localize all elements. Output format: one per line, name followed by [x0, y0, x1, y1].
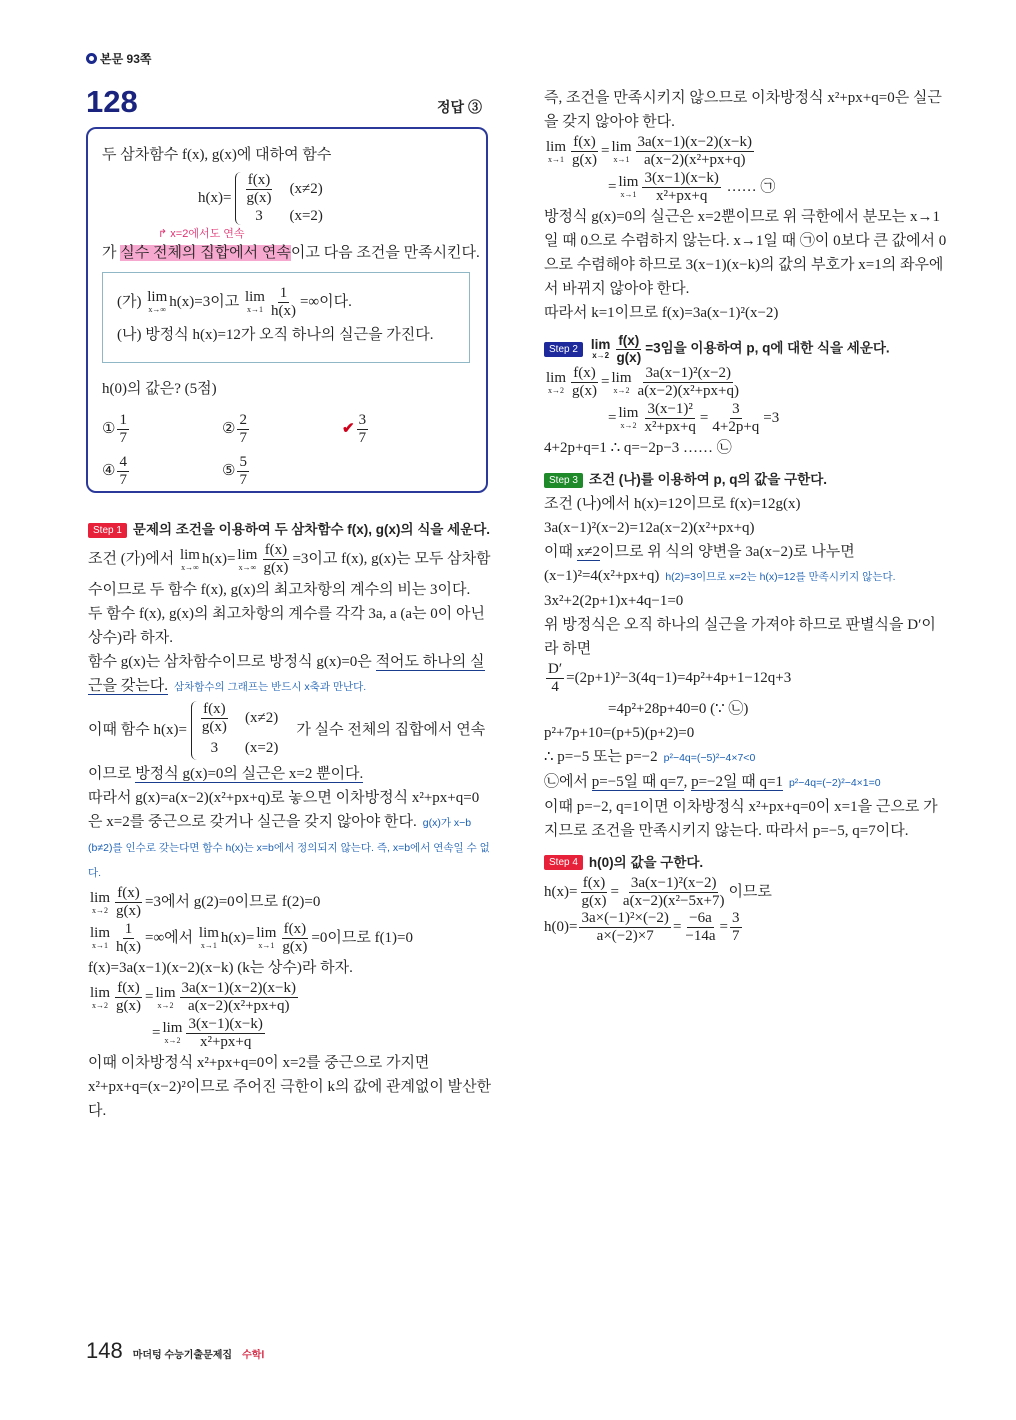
text: = — [672, 919, 682, 936]
solution-line — [544, 301, 949, 325]
solution-line — [544, 721, 949, 745]
limit — [180, 548, 200, 572]
step-heading — [544, 468, 949, 492]
text: =4p²+28p+40=0 (∵ ㉡) — [608, 700, 749, 717]
denominator: g(x) — [201, 718, 227, 735]
annotation-note: h(2)=3이므로 x=2는 h(x)=12를 만족시키지 않는다. — [665, 571, 896, 584]
choice-marker: ⑤ — [222, 462, 236, 479]
text: 따라서 k=1이므로 f(x)=3a(x−1)²(x−2) — [544, 305, 779, 321]
text: 가 실수 전체의 집합에서 연속이므로 — [88, 721, 486, 782]
denominator: g(x) — [616, 349, 642, 365]
text: = — [699, 409, 709, 426]
limit — [546, 140, 566, 164]
underlined-text: p=−5일 때 q=7 — [591, 773, 684, 790]
numerator: f(x) — [201, 701, 228, 719]
fraction — [710, 401, 761, 437]
problem-line — [102, 241, 486, 262]
fraction — [570, 365, 599, 401]
text: 이때 — [544, 544, 577, 561]
solution-line — [544, 492, 949, 516]
limit — [155, 986, 175, 1010]
lim-word: lim — [256, 925, 277, 942]
annotation-note: p²−4q=(−5)²−4×7<0 — [663, 751, 756, 764]
lim-subscript: x→1 — [258, 941, 275, 951]
text: 이므로 — [728, 883, 772, 900]
highlighted-text: 실수 전체의 집합에서 연속 — [120, 244, 291, 261]
text: 3x²+2(2p+1)x+4q−1=0 — [544, 593, 684, 610]
piecewise-braces — [231, 170, 340, 227]
denominator: a(x−2)(x²−5x+7) — [622, 892, 725, 909]
solution-line — [544, 770, 949, 795]
solution-line — [544, 205, 949, 301]
numerator: 1 — [117, 412, 129, 430]
text: h(x)= — [201, 551, 236, 568]
text: h(0)= — [544, 919, 578, 936]
lim-word: lim — [618, 405, 639, 422]
piece-condition: (x=2) — [244, 740, 279, 756]
numerator: f(x) — [246, 172, 273, 190]
denominator: a(x−2)(x²+px+q) — [188, 998, 290, 1015]
page-reference — [86, 50, 151, 67]
limit — [245, 290, 265, 314]
reference-text: 본문 93쪽 — [100, 52, 152, 66]
numerator: 3a×(−1)²×(−2) — [579, 910, 670, 928]
piece-value: 3 — [210, 740, 219, 756]
numerator: D′ — [546, 661, 564, 679]
equation-continuation — [544, 401, 949, 437]
denominator: g(x) — [116, 998, 142, 1015]
solution-line — [544, 516, 949, 540]
limit — [611, 371, 631, 395]
numerator: 2 — [237, 412, 249, 430]
lim-subscript: x→2 — [548, 385, 564, 395]
solution-line — [88, 602, 493, 650]
denominator: 7 — [732, 928, 740, 945]
condition-na — [117, 320, 455, 350]
choice-fraction — [237, 412, 249, 448]
text: =3임을 이용하여 p, q에 대한 식을 세운다. — [645, 340, 890, 356]
step-badge: Step 2 — [544, 342, 583, 357]
limit — [90, 891, 110, 915]
denominator: h(x) — [116, 938, 142, 955]
solution-line — [88, 956, 493, 980]
lim-word: lim — [162, 1020, 183, 1037]
denominator: −14a — [685, 928, 716, 945]
denominator: h(x) — [270, 302, 296, 319]
limit — [162, 1021, 182, 1045]
lim-word: lim — [179, 546, 200, 563]
numerator: 4 — [117, 454, 129, 472]
subject-label: 수학Ⅰ — [242, 1350, 265, 1361]
fraction — [579, 910, 670, 946]
numerator: 3 — [357, 412, 369, 430]
fraction — [546, 661, 564, 697]
text: 이때 p=−2, q=1이면 이차방정식 x²+px+q=0이 x=1을 근으로 가지므로 조건을 만족시키지 않는다. 따라서 p=−5, q=7이다. — [544, 798, 938, 839]
solution-line — [544, 745, 949, 770]
text: 이때 함수 h(x)= — [88, 721, 187, 738]
checkmark-icon: ✔ — [342, 421, 355, 438]
numerator: f(x) — [282, 921, 309, 939]
numerator: 3(x−1)(x−k) — [186, 1016, 264, 1034]
denominator: 7 — [239, 471, 247, 488]
choice-fraction — [117, 412, 129, 448]
text: 문제의 조건을 이용하여 두 삼차함수 f(x), g(x)의 식을 세운다. — [132, 522, 491, 537]
solution-left-column — [88, 510, 493, 1123]
numerator: 3a(x−1)(x−2)(x−k) — [636, 134, 755, 152]
circle-icon — [86, 53, 97, 64]
text: 가 — [102, 244, 121, 261]
fraction — [280, 921, 309, 957]
lim-word: lim — [237, 546, 258, 563]
fraction — [180, 980, 299, 1016]
lim-subscript: x→2 — [592, 351, 610, 361]
book-title: 마더텅 수능기출문제집 — [132, 1350, 233, 1361]
lim-word: lim — [147, 289, 168, 306]
piece-condition: (x=2) — [289, 207, 323, 224]
problem-box — [86, 127, 488, 493]
text: 따라서 g(x)=a(x−2)(x²+px+q)로 놓으면 이차방정식 x²+px+q=0은 x=2를 중근으로 갖거나 실근을 갖지 않아야 한다. — [88, 790, 480, 830]
text: h(x)=3이고 — [169, 293, 243, 310]
step-heading — [544, 851, 949, 875]
fraction — [114, 921, 143, 957]
choice-fraction — [357, 412, 369, 448]
numerator: 3(x−1)(x−k) — [642, 170, 720, 188]
text: = — [719, 919, 728, 936]
text: h(0)의 값을 구한다. — [588, 854, 704, 870]
answer-choices — [102, 412, 486, 489]
text: …… ㉠ — [722, 178, 776, 195]
choice-1[interactable] — [102, 412, 222, 448]
solution-line — [544, 365, 949, 401]
text: 4+2p+q=1 ∴ q=−2p−3 …… ㉡ — [544, 440, 732, 457]
piece-value — [198, 701, 245, 737]
piecewise-function — [235, 172, 336, 225]
solution-line — [88, 1051, 493, 1123]
problem-number: 128 — [86, 84, 138, 119]
numerator: f(x) — [571, 365, 598, 383]
choice-5[interactable] — [222, 454, 342, 490]
text: =∞이다. — [299, 293, 352, 310]
text: =3이고 f(x), g(x)는 모두 삼차함수이므로 두 함수 f(x), g(x)의 최고차항의 계수의 비는 3이다. — [88, 551, 491, 598]
equation-continuation — [544, 697, 949, 721]
solution-line — [88, 650, 493, 699]
text: = — [608, 178, 617, 195]
denominator: x²+px+q — [199, 1033, 252, 1050]
lim-subscript: x→1 — [613, 154, 630, 164]
fraction — [730, 910, 742, 946]
fraction — [642, 401, 697, 437]
choice-marker: ① — [102, 421, 116, 438]
text: = — [610, 883, 619, 900]
continuity-note: ↱ x=2에서도 연속 — [158, 227, 245, 240]
step-heading — [88, 518, 493, 542]
lim-word: lim — [244, 289, 265, 306]
denominator: g(x) — [263, 560, 289, 577]
lim-word: lim — [546, 138, 567, 155]
text: p²+7p+10=(p+5)(p+2)=0 — [544, 724, 695, 741]
numerator: 3 — [730, 910, 742, 928]
step-badge: Step 3 — [544, 473, 583, 488]
page-number: 148 — [86, 1338, 123, 1363]
piece-condition: (x≠2) — [245, 710, 279, 727]
numerator: 3a(x−1)²(x−2) — [643, 365, 733, 383]
denominator: x²+px+q — [655, 187, 708, 204]
lim-subscript: x→∞ — [181, 562, 199, 572]
equation-continuation — [544, 170, 949, 206]
text: =3 — [763, 409, 780, 426]
text: 방정식 g(x)=0의 실근은 x=2뿐이므로 위 극한에서 분모는 x→1일 때 0으로 수렴하지 않는다. x→1일 때 ㉠이 0보다 큰 값에서 0으로 수렴해야 하므로 3(x−1)(x−k)의 값의 부호가 x=1의 좌우에서 바뀌지 않아야 한다. — [544, 209, 947, 297]
limit — [611, 140, 631, 164]
choice-fraction — [237, 454, 249, 490]
annotation-note: 삼차함수의 그래프는 반드시 x축과 만난다. — [173, 680, 367, 693]
lim-word: lim — [90, 984, 111, 1001]
answer-label: 정답 ③ — [437, 99, 482, 115]
step-badge: Step 4 — [544, 855, 583, 870]
text: 조건 (나)에서 h(x)=12이므로 f(x)=12g(x) — [544, 496, 801, 513]
fraction — [636, 365, 742, 401]
denominator: a(x−2)(x²+px+q) — [637, 383, 740, 400]
solution-line — [88, 786, 493, 885]
fraction — [683, 910, 717, 946]
lim-subscript: x→2 — [92, 905, 108, 915]
lim-word: lim — [590, 336, 611, 352]
text: h(x)= — [544, 883, 578, 900]
lim-word: lim — [546, 369, 567, 386]
lim-subscript: x→1 — [246, 305, 263, 315]
text: (가) — [117, 293, 146, 310]
annotation-note: g(x)가 x−b (b≠2)를 인수로 갖는다면 함수 h(x)는 x=b에서 정의되지 않는다. 즉, x=b에서 연속일 수 없다. — [88, 817, 490, 879]
solution-right-column — [544, 86, 949, 946]
limit — [90, 926, 110, 950]
lim-word: lim — [611, 369, 632, 386]
solution-line — [544, 875, 949, 911]
fraction — [114, 980, 143, 1016]
text: = — [145, 989, 154, 1006]
underlined-text: 방정식 g(x)=0의 실근은 x=2 뿐이다. — [135, 766, 364, 782]
solution-line — [544, 436, 949, 460]
text: 즉, 조건을 만족시키지 않으므로 이차방정식 x²+px+q=0은 실근을 갖지 않아야 한다. — [544, 90, 942, 130]
text: =0이므로 f(1)=0 — [311, 929, 414, 946]
lim-subscript: x→1 — [200, 941, 217, 951]
fraction — [614, 333, 643, 365]
lim-word: lim — [90, 889, 111, 906]
limit — [90, 986, 110, 1010]
denominator: 7 — [239, 430, 247, 447]
solution-line — [544, 134, 949, 170]
numerator: 3a(x−1)(x−2)(x−k) — [180, 980, 299, 998]
denominator: x²+px+q — [644, 418, 696, 435]
limit — [591, 338, 611, 361]
solution-line — [544, 589, 949, 613]
condition-ga — [117, 285, 455, 321]
lim-subscript: x→2 — [620, 421, 637, 431]
text: 3a(x−1)²(x−2)=12a(x−2)(x²+px+q) — [544, 520, 755, 537]
step-heading — [544, 333, 949, 365]
text: 두 함수 f(x), g(x)의 최고차항의 계수를 각각 3a, a (a는 0이 아닌 상수)라 하자. — [88, 605, 486, 646]
denominator: g(x) — [246, 190, 272, 207]
denominator: g(x) — [116, 903, 142, 920]
piecewise-definition — [198, 170, 486, 227]
numerator: f(x) — [263, 542, 290, 560]
fraction — [579, 875, 608, 911]
denominator: 4 — [551, 679, 559, 696]
choice-fraction — [117, 454, 129, 490]
numerator: 1 — [278, 285, 290, 303]
fraction — [636, 134, 755, 170]
numerator: 3a(x−1)²(x−2) — [629, 875, 719, 893]
fraction — [186, 1016, 264, 1052]
denominator: g(x) — [282, 938, 308, 955]
problem-intro: 두 삼차함수 f(x), g(x)에 대하여 함수 — [102, 147, 332, 163]
piece-condition: (x≠2) — [289, 181, 323, 198]
numerator: 1 — [123, 921, 135, 939]
text: =(2p+1)²−3(4q−1)=4p²+4p+1−12q+3 — [566, 670, 792, 687]
fraction — [114, 885, 143, 921]
lim-subscript: x→1 — [548, 154, 564, 164]
denominator: a×(−2)×7 — [596, 928, 654, 945]
solution-line — [544, 540, 949, 564]
limit — [618, 406, 638, 430]
text: =3에서 g(2)=0이므로 f(2)=0 — [145, 894, 321, 911]
text: = — [601, 374, 610, 391]
numerator: f(x) — [115, 980, 142, 998]
text: (나) 방정식 h(x)=12가 오직 하나의 실근을 가진다. — [117, 327, 434, 343]
limit — [256, 926, 276, 950]
text: 함수 g(x)는 삼차함수이므로 방정식 g(x)=0은 — [88, 653, 376, 670]
denominator: g(x) — [572, 152, 598, 169]
solution-line — [88, 980, 493, 1016]
numerator: f(x) — [571, 134, 598, 152]
fraction — [642, 170, 720, 206]
solution-line — [544, 910, 949, 946]
fraction — [261, 542, 290, 578]
lim-subscript: x→1 — [92, 941, 108, 951]
question-text: h(0)의 값은? (5점) — [102, 381, 217, 397]
limit — [199, 926, 219, 950]
piecewise-table — [242, 172, 336, 225]
hx-label: h(x)= — [198, 189, 232, 206]
numerator: f(x) — [581, 875, 608, 893]
lim-subscript: x→1 — [620, 190, 637, 200]
numerator: f(x) — [115, 885, 142, 903]
limit — [237, 548, 257, 572]
solution-line — [88, 885, 493, 921]
annotation-note: p²−4q=(−2)²−4×1=0 — [788, 776, 881, 789]
page-footer — [86, 1338, 264, 1364]
text: ∴ p=−5 또는 p=−2 — [544, 748, 658, 765]
underlined-text: x≠2 — [576, 544, 600, 561]
lim-subscript: x→∞ — [148, 305, 167, 315]
solution-line — [544, 795, 949, 843]
choice-3[interactable] — [342, 412, 462, 448]
lim-word: lim — [618, 174, 639, 191]
denominator: g(x) — [581, 892, 607, 909]
piece-value: 3 — [255, 207, 263, 224]
solution-line — [88, 921, 493, 957]
lim-subscript: x→2 — [92, 1000, 108, 1010]
limit — [546, 371, 566, 395]
choice-marker: ② — [222, 421, 236, 438]
lim-subscript: x→∞ — [238, 562, 257, 572]
solution-line — [544, 564, 949, 589]
text: 이고 다음 조건을 만족시킨다. — [290, 244, 480, 261]
text: 이때 이차방정식 x²+px+q=0이 x=2를 중근으로 가지면 x²+px+q=(x−2)²이므로 주어진 극한이 k의 값에 관계없이 발산한다. — [88, 1055, 492, 1119]
text: 조건 (나)를 이용하여 p, q의 값을 구한다. — [588, 472, 827, 488]
numerator: −6a — [687, 910, 714, 928]
choice-2[interactable] — [222, 412, 342, 448]
denominator: 7 — [358, 430, 367, 447]
piecewise-table — [198, 701, 292, 761]
text: ㉡에서 — [544, 773, 592, 790]
text: = — [152, 1024, 161, 1041]
text: = — [608, 409, 617, 426]
underlined-text: 적어도 하나의 실근을 갖는다. — [88, 653, 485, 694]
equation-continuation — [88, 1016, 493, 1052]
numerator: 3 — [730, 401, 742, 419]
text: f(x)=3a(x−1)(x−2)(x−k) (k는 상수)라 하자. — [88, 960, 353, 976]
piecewise-function — [191, 701, 292, 761]
step-badge: Step 1 — [88, 523, 127, 538]
lim-word: lim — [611, 138, 632, 155]
text: =∞에서 — [145, 929, 197, 946]
text: 이므로 위 식의 양변을 3a(x−2)로 나누면 — [599, 544, 855, 561]
solution-line — [544, 613, 949, 661]
denominator: 7 — [119, 471, 127, 488]
limit — [147, 290, 167, 314]
choice-4[interactable] — [102, 454, 222, 490]
underlined-text: p=−2일 때 q=1 — [691, 773, 783, 790]
fraction — [200, 701, 229, 737]
text: 조건 (가)에서 — [88, 551, 178, 568]
choice-marker: ④ — [102, 462, 116, 479]
solution-line — [544, 86, 949, 134]
text: (x−1)²=4(x²+px+q) — [544, 568, 660, 585]
denominator: 7 — [119, 430, 127, 447]
denominator: a(x−2)(x²+px+q) — [644, 152, 746, 169]
solution-line — [544, 661, 949, 697]
fraction — [269, 285, 298, 321]
lim-word: lim — [198, 925, 219, 942]
solution-line — [88, 542, 493, 602]
text: 위 방정식은 오직 하나의 실근을 가져야 하므로 판별식을 D′이라 하면 — [544, 617, 936, 658]
note-text: x=2에서도 연속 — [170, 227, 245, 240]
conditions-box — [102, 272, 470, 364]
denominator: g(x) — [572, 383, 598, 400]
piece-value — [242, 172, 289, 208]
fraction — [570, 134, 599, 170]
fraction — [244, 172, 273, 208]
lim-subscript: x→2 — [164, 1036, 181, 1046]
limit — [618, 175, 638, 199]
text: h(x)= — [220, 929, 255, 946]
numerator: 5 — [237, 454, 249, 472]
lim-word: lim — [90, 925, 111, 942]
solution-line — [88, 699, 493, 787]
text: , — [683, 773, 692, 790]
lim-subscript: x→2 — [613, 385, 630, 395]
lim-word: lim — [155, 984, 176, 1001]
numerator: f(x) — [618, 333, 640, 348]
lim-subscript: x→2 — [157, 1000, 174, 1010]
numerator: 3(x−1)² — [645, 401, 694, 419]
fraction — [621, 875, 727, 911]
denominator: 4+2p+q — [712, 418, 760, 435]
text: = — [601, 143, 610, 160]
